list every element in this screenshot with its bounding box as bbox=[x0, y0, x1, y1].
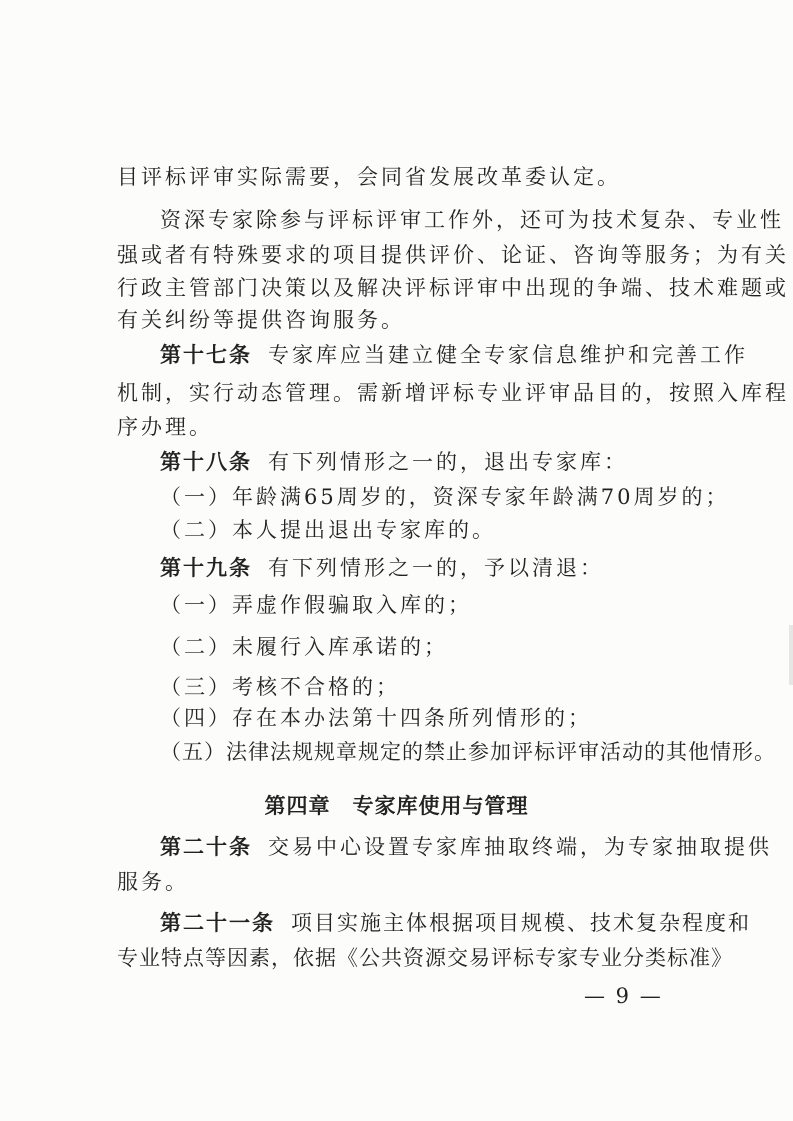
list-item: （五）法律法规规章规定的禁止参加评标评审活动的其他情形。 bbox=[160, 740, 776, 764]
text-line: 行政主管部门决策以及解决评标评审中出现的争端、技术难题或 bbox=[117, 276, 789, 300]
article-number: 第十七条 bbox=[160, 342, 252, 367]
list-item: （三）考核不合格的； bbox=[160, 675, 400, 699]
article-18-line bbox=[160, 447, 628, 477]
article-number: 第二十一条 bbox=[160, 910, 275, 935]
text-line: 强或者有特殊要求的项目提供评价、论证、咨询等服务；为有关 bbox=[117, 243, 789, 267]
text-line: 有下列情形之一的，退出专家库： bbox=[268, 450, 628, 474]
text-line: 有关纠纷等提供咨询服务。 bbox=[117, 308, 405, 332]
text-line: 专家库应当建立健全专家信息维护和完善工作 bbox=[268, 343, 748, 367]
list-item: （二）本人提出退出专家库的。 bbox=[160, 518, 496, 542]
list-item: （四）存在本办法第十四条所列情形的； bbox=[160, 706, 592, 730]
text-line: 专业特点等因素，依据《公共资源交易评标专家专业分类标准》 bbox=[117, 946, 733, 970]
article-19-line bbox=[160, 553, 604, 583]
text-line: 有下列情形之一的，予以清退： bbox=[268, 556, 604, 580]
text-line: 项目实施主体根据项目规模、技术复杂程度和 bbox=[291, 911, 751, 935]
article-20-line bbox=[160, 832, 772, 862]
article-21-line bbox=[160, 908, 751, 938]
chapter-number: 第四章 bbox=[264, 794, 331, 818]
chapter-heading bbox=[0, 790, 793, 820]
article-number: 第十八条 bbox=[160, 449, 252, 474]
text-line: 资深专家除参与评标评审工作外，还可为技术复杂、专业性 bbox=[160, 208, 784, 232]
text-line: 序办理。 bbox=[117, 415, 213, 439]
chapter-title: 专家库使用与管理 bbox=[352, 794, 529, 818]
article-number: 第二十条 bbox=[160, 834, 252, 859]
article-17-line bbox=[160, 340, 748, 370]
list-item: （一）年龄满65周岁的，资深专家年龄满70周岁的； bbox=[160, 485, 730, 509]
list-item: （一）弄虚作假骗取入库的； bbox=[160, 593, 472, 617]
page-number: — 9 — bbox=[584, 984, 663, 1008]
text-line: 交易中心设置专家库抽取终端，为专家抽取提供 bbox=[268, 835, 772, 859]
scan-edge-shadow bbox=[789, 625, 793, 685]
text-line: 服务。 bbox=[117, 870, 189, 894]
article-number: 第十九条 bbox=[160, 555, 252, 580]
list-item: （二）未履行入库承诺的； bbox=[160, 635, 448, 659]
text-line: 机制，实行动态管理。需新增评标专业评审品目的，按照入库程 bbox=[117, 381, 789, 405]
text-line: 目评标评审实际需要，会同省发展改革委认定。 bbox=[117, 165, 621, 189]
